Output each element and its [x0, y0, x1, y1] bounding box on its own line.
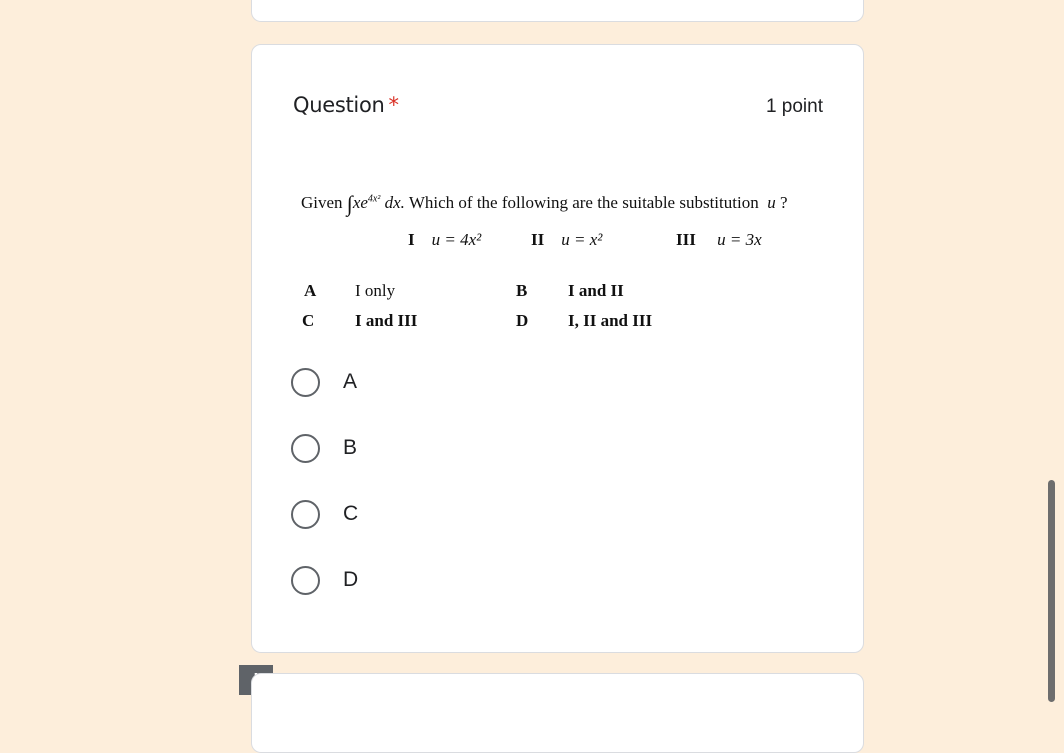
required-marker: *: [388, 93, 399, 117]
stem-suffix: Which of the following are the suitable substitution: [408, 193, 759, 212]
radio-b[interactable]: [291, 434, 320, 463]
option-d-letter: D: [516, 311, 529, 330]
radio-c[interactable]: [291, 500, 320, 529]
choice-b[interactable]: [291, 431, 357, 465]
option-a: [304, 281, 316, 301]
choice-c[interactable]: [291, 497, 358, 531]
question-stem: [301, 188, 788, 214]
option-d: [516, 311, 528, 331]
option-d-text: I, II and III: [568, 311, 653, 330]
option-c-text: I and III: [355, 311, 418, 330]
option-a-text: I only: [355, 281, 396, 300]
stem-dx: dx.: [384, 193, 405, 212]
choice-a-label: A: [343, 370, 358, 393]
option-c-letter: C: [302, 311, 315, 330]
statement-1-num: I: [408, 230, 415, 249]
stem-exponent: 4x²: [367, 193, 381, 205]
question-title: [293, 93, 399, 117]
choice-d-label: D: [343, 568, 359, 591]
option-a-letter: A: [304, 281, 317, 300]
previous-question-card: [251, 0, 864, 22]
statement-2: [531, 230, 602, 250]
statement-3: [676, 230, 762, 250]
choice-b-label: B: [343, 436, 358, 459]
choice-a[interactable]: [291, 365, 357, 399]
statement-3-expr: u = 3x: [717, 230, 762, 249]
choice-d[interactable]: [291, 563, 358, 597]
next-question-card: [251, 673, 864, 753]
question-card: [251, 44, 864, 653]
stem-prefix: Given: [301, 193, 343, 212]
option-b-letter: B: [516, 281, 528, 300]
statement-2-num: II: [531, 230, 545, 249]
stem-variable: u: [767, 193, 776, 212]
radio-d[interactable]: [291, 566, 320, 595]
statement-2-expr: u = x²: [561, 230, 603, 249]
option-b-text: I and II: [568, 281, 624, 300]
stem-integrand: xe: [352, 193, 368, 212]
option-c: [302, 311, 314, 331]
statement-3-num: III: [676, 230, 696, 249]
choice-c-label: C: [343, 502, 359, 525]
statement-1: [408, 230, 481, 250]
question-points: 1 point: [765, 96, 823, 117]
stem-question-mark: ?: [779, 193, 788, 212]
option-b: [516, 281, 527, 301]
radio-a[interactable]: [291, 368, 320, 397]
scrollbar[interactable]: [1048, 480, 1055, 702]
statement-1-expr: u = 4x²: [431, 230, 482, 249]
question-title-text: Question: [293, 93, 385, 117]
integral-symbol: ∫: [346, 191, 353, 216]
